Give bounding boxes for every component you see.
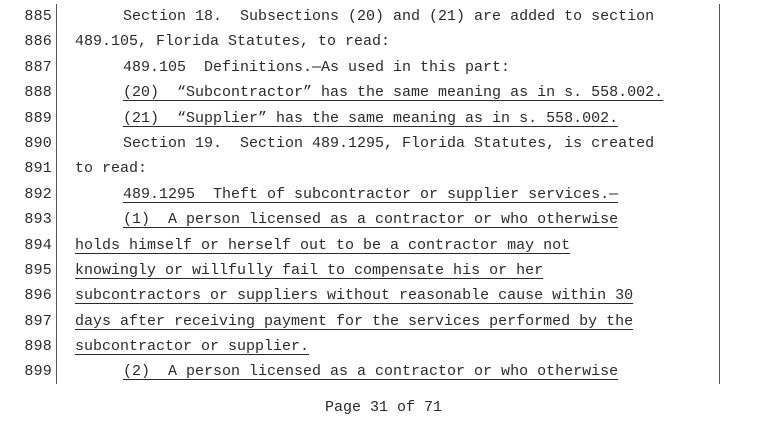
line-number: 895 (24, 261, 52, 279)
inserted-line-text: knowingly or willfully fail to compensate his or her (75, 261, 544, 279)
bill-line (0, 182, 767, 207)
bill-line (0, 4, 767, 29)
line-number: 896 (24, 287, 52, 305)
line-text: 489.105, Florida Statutes, to read: (75, 33, 391, 51)
bill-line (0, 334, 767, 359)
line-text: to read: (75, 160, 148, 178)
bill-line (0, 283, 767, 308)
inserted-line-text: (20) “Subcontractor” has the same meaning as in s. 558.002. (123, 84, 664, 102)
line-number: 897 (24, 312, 52, 330)
inserted-line-text: (1) A person licensed as a contractor or who otherwise (123, 211, 619, 229)
inserted-line-text: subcontractor or supplier. (75, 338, 310, 356)
bill-line (0, 359, 767, 384)
line-text: Section 19. Section 489.1295, Florida Statutes, is created (123, 134, 655, 152)
bill-line (0, 29, 767, 54)
line-number: 890 (24, 134, 52, 152)
line-number: 894 (24, 236, 52, 254)
inserted-line-text: (2) A person licensed as a contractor or who otherwise (123, 363, 619, 381)
line-text: 489.105 Definitions.—As used in this part: (123, 58, 511, 76)
line-number: 899 (24, 363, 52, 381)
inserted-line-text: subcontractors or suppliers without reasonable cause within 30 (75, 287, 634, 305)
line-text: Section 18. Subsections (20) and (21) are added to section (123, 8, 655, 25)
inserted-line-text: holds himself or herself out to be a contractor may not (75, 236, 571, 254)
bill-line (0, 207, 767, 232)
bill-line (0, 80, 767, 105)
bill-line (0, 233, 767, 258)
page-footer (0, 399, 767, 416)
line-number: 889 (24, 109, 52, 127)
bill-line (0, 131, 767, 156)
line-number: 892 (24, 185, 52, 203)
line-number: 898 (24, 338, 52, 356)
line-number: 893 (24, 211, 52, 229)
inserted-line-text: 489.1295 Theft of subcontractor or supplier services.— (123, 185, 619, 203)
page-number-label: Page 31 of 71 (324, 399, 443, 416)
bill-line (0, 55, 767, 80)
bill-line (0, 156, 767, 181)
line-number: 887 (24, 58, 52, 76)
inserted-line-text: days after receiving payment for the services performed by the (75, 312, 634, 330)
line-number: 886 (24, 33, 52, 51)
bill-text-lines (0, 4, 767, 385)
bill-line (0, 258, 767, 283)
line-number: 885 (24, 8, 52, 25)
line-number: 891 (24, 160, 52, 178)
bill-line (0, 309, 767, 334)
inserted-line-text: (21) “Supplier” has the same meaning as in s. 558.002. (123, 109, 619, 127)
bill-line (0, 106, 767, 131)
line-number: 888 (24, 84, 52, 102)
